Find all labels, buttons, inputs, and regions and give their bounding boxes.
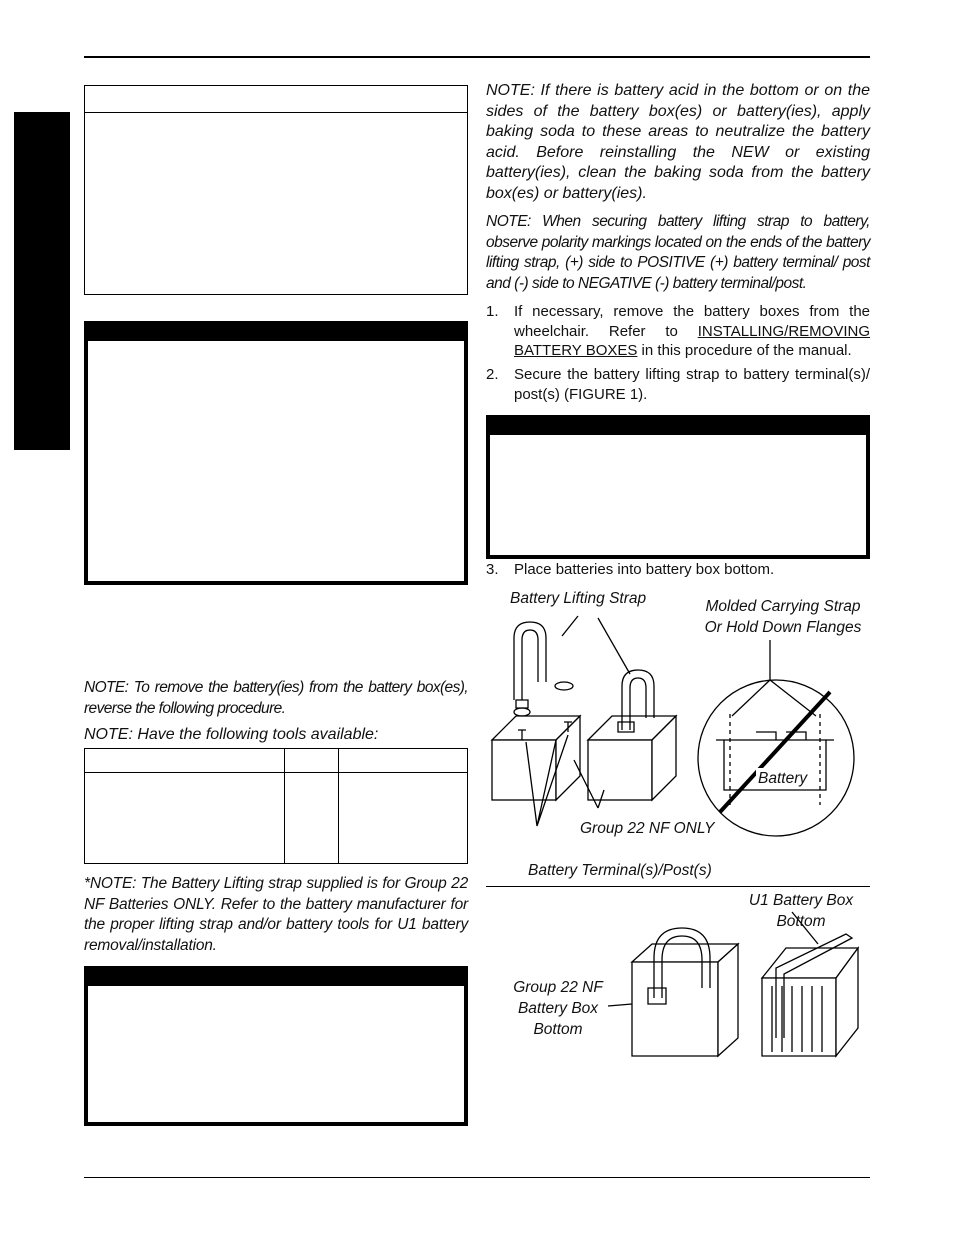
figure-separator (486, 886, 870, 887)
step-text: If necessary, remove the battery boxes from the wheelchair. Refer to (514, 303, 870, 340)
table-cell (85, 773, 285, 864)
info-box-header (85, 86, 467, 113)
label-group-22-nf-only: Group 22 NF ONLY (580, 820, 715, 837)
label-molded-line-1: Molded Carrying Strap (705, 598, 861, 615)
note-strap: *NOTE: The Battery Lifting strap supplied is for Group 22 NF Batteries ONLY. Refer to the battery manufacturer for the proper lifting strap and/or battery tools for U1 battery removal/installation. (84, 875, 468, 954)
note-remove: NOTE: To remove the battery(ies) from the battery box(es), reverse the following procedure. (84, 679, 468, 717)
step-1 (486, 302, 870, 361)
table-cell (339, 773, 468, 864)
step-number: 3. (486, 561, 499, 578)
info-box (84, 85, 468, 295)
label-g22-line-1: Group 22 NF (513, 979, 603, 996)
cross-reference-link[interactable]: INSTALLING/REMOVING BATTERY BOXES (514, 322, 870, 359)
label-battery-terminals: Battery Terminal(s)/Post(s) (528, 862, 712, 879)
label-u1-battery-box (726, 890, 876, 932)
step-2 (486, 365, 870, 404)
table-cell (285, 773, 339, 864)
step-number: 2. (486, 366, 499, 383)
label-u1-line-2: Bottom (776, 913, 826, 930)
label-battery-lifting-strap: Battery Lifting Strap (510, 590, 647, 607)
warning-box-2 (84, 966, 468, 1126)
note-strap-block (84, 874, 468, 956)
note-polarity: NOTE: When securing battery lifting strap to battery, observe polarity markings located on the ends of the battery lifting strap, (+) side to POSITIVE (+) battery terminal/ post and (-) side to NEGATIVE (-) battery terminal/post. (486, 213, 870, 292)
note-polarity-block (486, 212, 870, 294)
table-row (85, 773, 468, 864)
note-remove-block (84, 678, 468, 719)
label-molded-line-2: Or Hold Down Flanges (704, 619, 862, 636)
note-acid: NOTE: If there is battery acid in the bottom or on the sides of the battery box(es) or battery(ies), apply baking soda to these areas to neutralize the battery acid. Before reinstalling the NEW or existing battery(ies), clean the baking soda from the battery box(es) or battery(ies). (486, 82, 870, 202)
step-3 (486, 560, 870, 580)
table-header-cell (85, 749, 285, 773)
label-g22-line-2: Battery Box (517, 1000, 599, 1017)
step-text-end: in this procedure of the manual. (637, 342, 852, 359)
warning-box-3 (486, 415, 870, 559)
note-tools-block (84, 725, 468, 746)
bottom-rule (84, 1177, 870, 1178)
warning-box-1 (84, 321, 468, 585)
label-battery: Battery (758, 770, 808, 787)
section-side-tab (14, 112, 70, 450)
step-number: 1. (486, 303, 499, 320)
top-rule (84, 56, 870, 58)
step-text: Secure the battery lifting strap to battery terminal(s)/ post(s) (FIGURE 1). (514, 366, 870, 403)
label-molded-carrying-strap (690, 596, 876, 638)
label-group22-battery-box (500, 977, 616, 1040)
label-u1-line-1: U1 Battery Box (748, 892, 854, 909)
table-header-cell (285, 749, 339, 773)
tools-table (84, 748, 468, 864)
table-header-row (85, 749, 468, 773)
step-text: Place batteries into battery box bottom. (514, 561, 775, 578)
table-header-cell (339, 749, 468, 773)
note-tools: NOTE: Have the following tools available: (84, 726, 379, 743)
note-acid-block (486, 81, 870, 204)
label-g22-line-3: Bottom (533, 1021, 583, 1038)
